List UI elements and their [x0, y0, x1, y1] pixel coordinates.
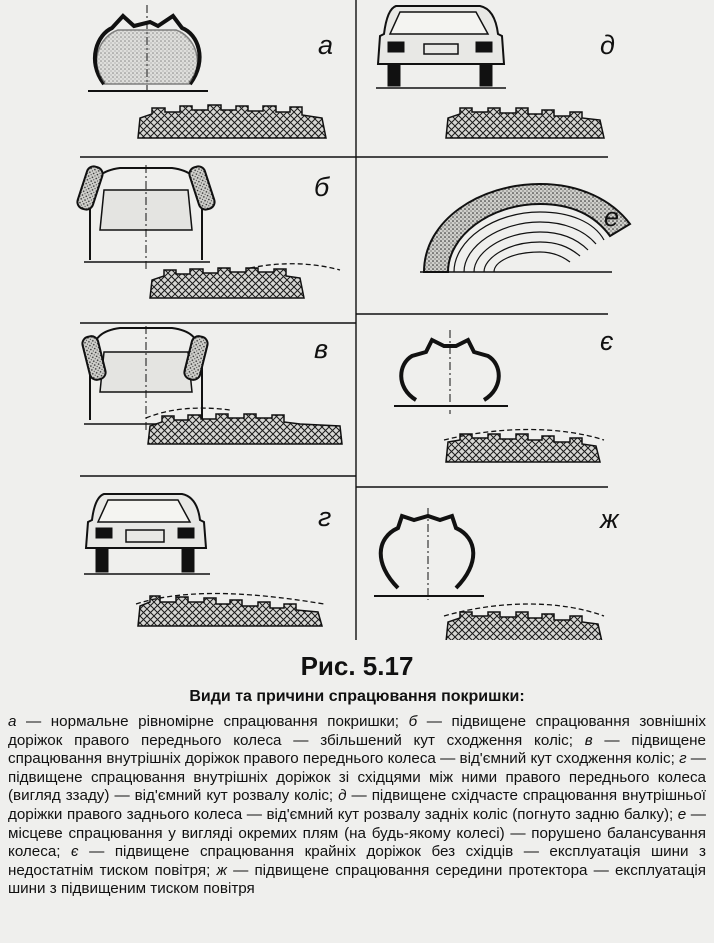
panel-a-tire-section	[88, 5, 208, 92]
panel-d-tread	[446, 108, 604, 138]
panel-ye-letter: є	[600, 326, 614, 356]
panel-g-tread	[136, 594, 324, 627]
figure-number: Рис. 5.17	[300, 651, 414, 681]
caption-item-text: — підвищене спрацювання внутрішніх доріжок правого переднього колеса — від'ємний кут сходження коліс;	[8, 731, 706, 768]
panel-g-letter: г	[318, 502, 332, 532]
caption-letter: а	[8, 713, 17, 730]
caption-item-a	[8, 713, 409, 730]
panel-zh-tread	[444, 604, 604, 640]
caption-letter: в	[584, 731, 593, 749]
panel-ye-tread	[444, 430, 604, 463]
panel-g-car-rear	[84, 494, 210, 574]
panel-b-letter: б	[314, 172, 330, 202]
caption-item-text: — підвищене східчасте спрацювання внутрішньої доріжки правого заднього колеса — від'ємний кут розвалу задніх коліс (погнуто задню балку);	[8, 787, 706, 823]
caption-item-text: — підвищене спрацювання зовнішніх доріжок правого переднього колеса — збільшений кут сходження коліс;	[8, 713, 706, 749]
panel-ye-tire-section	[394, 330, 508, 414]
caption-letter: д	[338, 787, 347, 805]
panel-zh-tire-section	[374, 508, 484, 600]
panel-v-letter: в	[314, 334, 329, 364]
caption-letter: є	[71, 843, 79, 861]
panel-d-car-rear	[376, 6, 506, 88]
panel-b-car-front	[76, 165, 217, 270]
caption-item-text: — підвищене спрацювання середини протектора — експлуатація шини з підвищеним тиском повітря	[8, 861, 706, 898]
caption-item-text: — підвищене спрацювання внутрішніх доріжок зі східцями між ними правого переднього колеса (вигляд ззаду) — від'ємний кут розвалу коліс;	[8, 750, 706, 805]
caption-item-text: — місцеве спрацювання у вигляді окремих плям (на будь-якому колесі) — порушено балансування колеса;	[8, 805, 706, 861]
panel-v-tread	[146, 408, 342, 444]
panel-a-letter: а	[318, 30, 334, 60]
caption-item-text: — підвищене спрацювання крайніх доріжок без східців — експлуатація шини з недостатнім тиском повітря;	[8, 843, 706, 879]
caption-text	[8, 713, 706, 899]
caption-letter: г	[679, 750, 687, 768]
caption-letter: е	[677, 805, 687, 823]
caption-heading: Види та причини спрацювання покришки:	[189, 688, 525, 705]
panel-zh-letter: ж	[600, 504, 619, 534]
panel-d-letter: д	[600, 30, 615, 60]
caption-item-text: — нормальне рівномірне спрацювання покришки;	[16, 713, 409, 730]
caption-letter: б	[408, 713, 418, 730]
panel-a-tread	[138, 105, 326, 138]
caption-letter: ж	[216, 861, 227, 879]
panel-b-tread	[150, 264, 340, 298]
panel-e-letter: е	[604, 202, 620, 232]
panel-e-tire-arc	[420, 184, 630, 272]
